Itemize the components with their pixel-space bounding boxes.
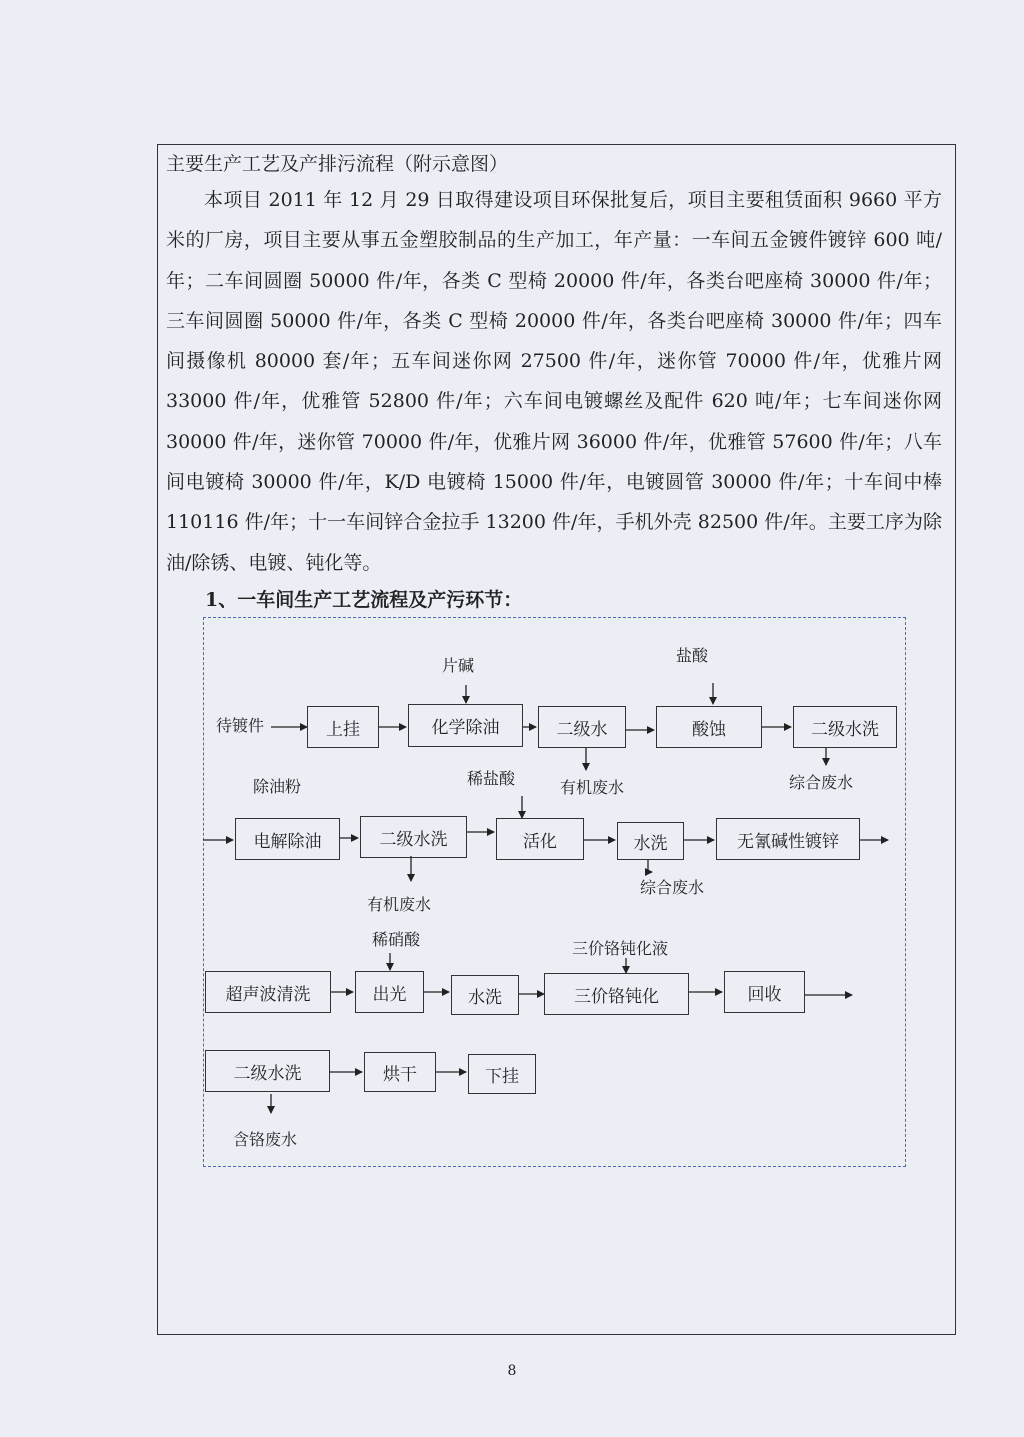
start-label: 待镀件: [216, 716, 265, 735]
output-hange-feishui: 含铬废水: [233, 1130, 298, 1149]
input-pianjian: 片碱: [442, 656, 475, 675]
step-sanjia-dunhua: 三价铬钝化: [544, 973, 689, 1015]
step-erji-shuixi-2: 二级水洗: [360, 816, 467, 858]
step-huaxue-chuyou: 化学除油: [408, 704, 523, 747]
step-shuixi-1: 水洗: [617, 822, 684, 860]
step-erji-shuixi-1: 二级水洗: [793, 706, 897, 748]
step-chaosheng-qingxi: 超声波清洗: [205, 971, 331, 1013]
step-xiagua: 下挂: [468, 1054, 536, 1094]
step-suanshi: 酸蚀: [656, 706, 762, 748]
workshop-1-subheading: 1、一车间生产工艺流程及产污环节：: [205, 589, 523, 611]
step-honggan: 烘干: [364, 1052, 436, 1092]
output-zonghe-feishui-1: 综合废水: [789, 773, 854, 792]
page-number: 8: [507, 1363, 517, 1379]
section-heading: 主要生产工艺及产排污流程（附示意图）: [166, 153, 509, 175]
output-zonghe-feishui-2: 综合废水: [640, 878, 705, 897]
project-description: 本项目 2011 年 12 月 29 日取得建设项目环保批复后，项目主要租赁面积 9660 平方米的厂房，项目主要从事五金塑胶制品的生产加工，年产量：一车间五金镀件镀锌 600 吨/年；二车间圆圈 50000 件/年，各类 C 型椅 20000 件/年，各类台吧座椅 30000 件/年；三车间圆圈 50000 件/年，各类 C 型椅 20000 件/年，各类台吧座椅 30000 件/年；四车间摄像机 80000 套/年；五车间迷你网 27500 件/年，迷你管 70000 件/年，优雅片网 33000 件/年，优雅管 52800 件/年；六车间电镀螺丝及配件 620 吨/年；七车间迷你网 30000 件/年，迷你管 70000 件/年，优雅片网 36000 件/年，优雅管 57600 件/年；八车间电镀椅 30000 件/年，K/D 电镀椅 15000 件/年，电镀圆管 30000 件/年；十车间中棒 110116 件/年；十一车间锌合金拉手 13200 件/年，手机外壳 82500 件/年。主要工序为除油/除锈、电镀、钝化等。: [166, 189, 942, 574]
step-huohua: 活化: [496, 818, 584, 860]
input-chuyoufen: 除油粉: [253, 777, 302, 796]
output-youji-feishui-1: 有机废水: [560, 778, 625, 797]
step-wuqing-duxin: 无氰碱性镀锌: [716, 818, 860, 860]
input-xi-xiaosuan: 稀硝酸: [372, 930, 421, 949]
step-dianjie-chuyou: 电解除油: [235, 818, 340, 860]
arrow-zonghe-out-2: [648, 860, 652, 872]
input-sanjia-dunhuaye: 三价铬钝化液: [572, 939, 669, 958]
input-yansuan: 盐酸: [676, 646, 709, 665]
step-shuixi-2: 水洗: [451, 975, 519, 1015]
step-erji-shui: 二级水: [538, 706, 626, 748]
step-erji-shuixi-3: 二级水洗: [205, 1050, 330, 1092]
output-youji-feishui-2: 有机废水: [367, 895, 432, 914]
step-chuguang: 出光: [355, 971, 424, 1013]
step-shangua: 上挂: [307, 706, 379, 748]
step-huishou: 回收: [724, 971, 805, 1013]
input-xi-yansuan: 稀盐酸: [467, 769, 516, 788]
